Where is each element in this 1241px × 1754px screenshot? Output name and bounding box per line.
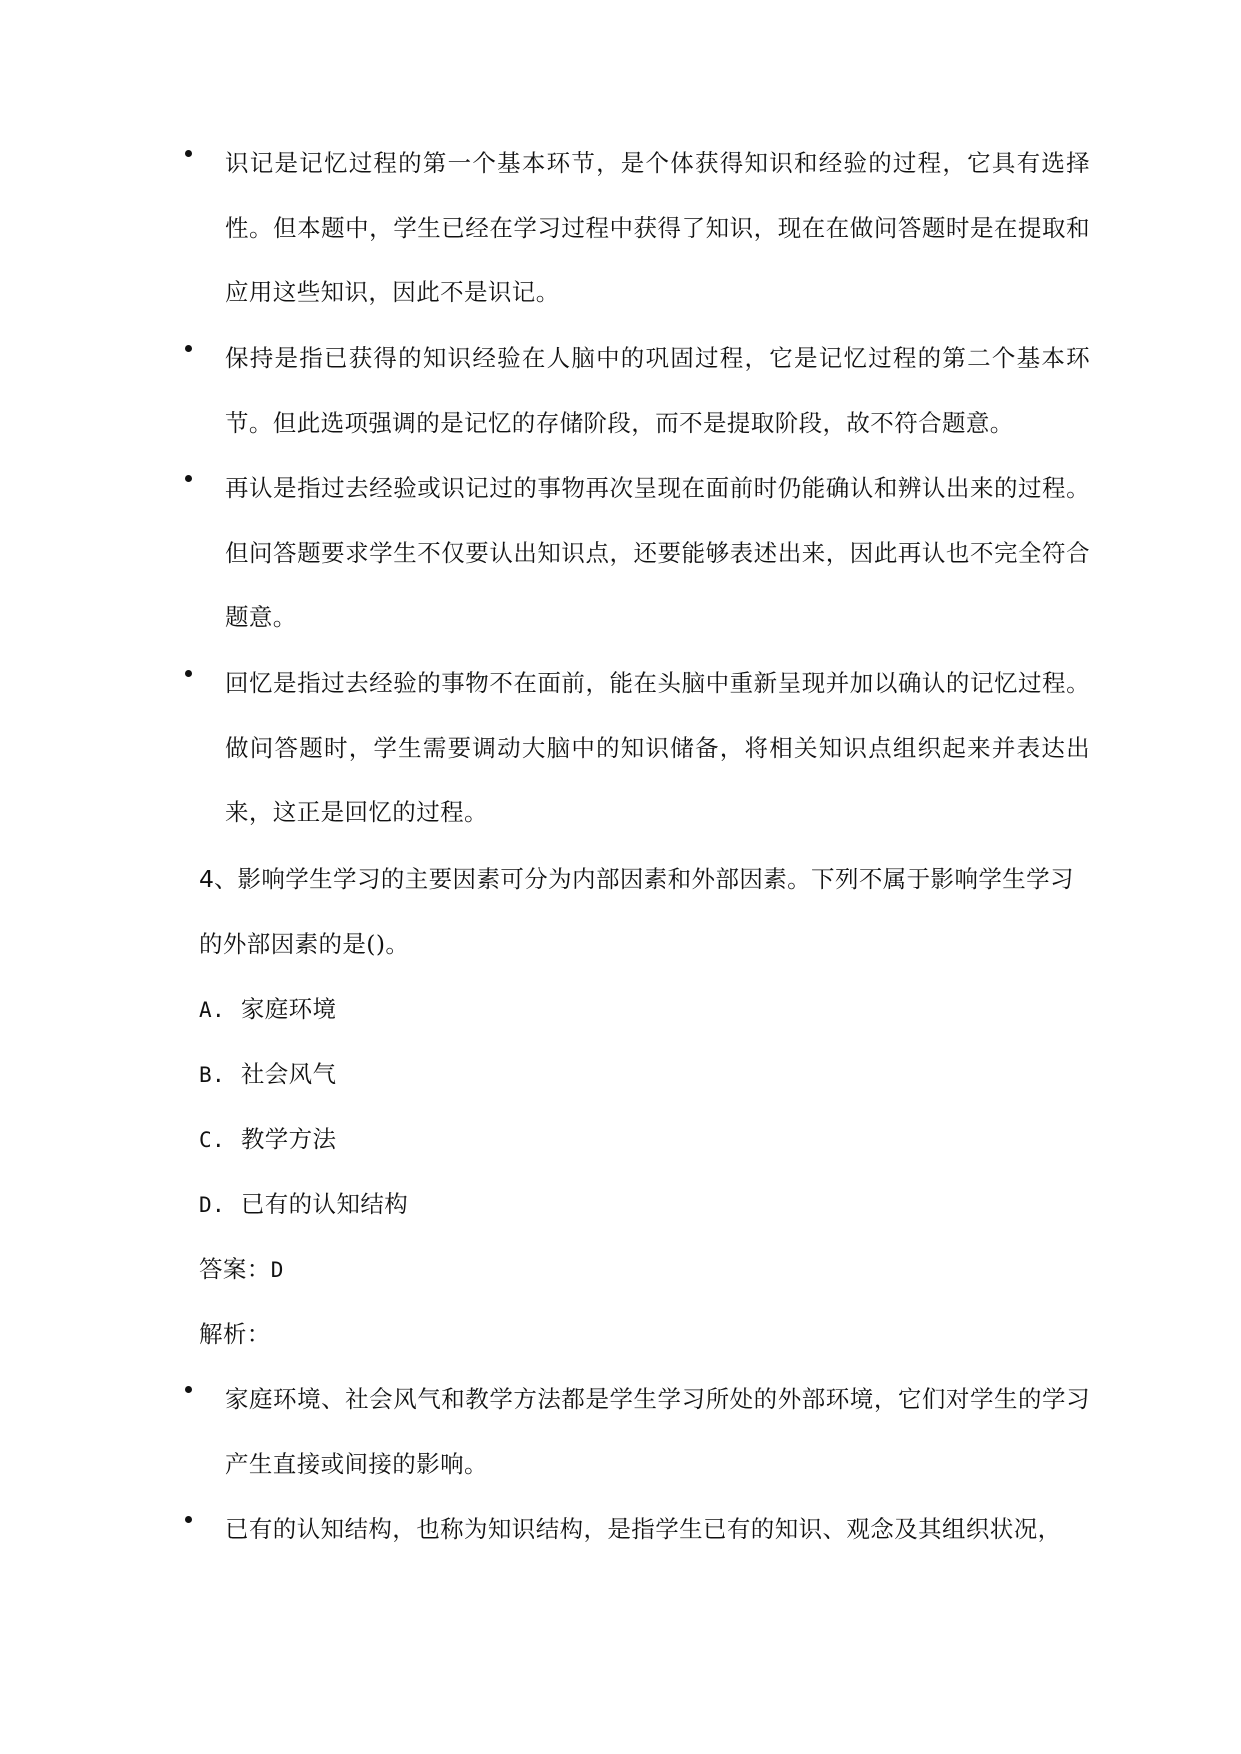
list-item (185, 131, 1090, 325)
option-letter: C. (199, 1128, 226, 1152)
analysis-label: 解析： (199, 1320, 271, 1348)
list-item (185, 456, 1090, 650)
list-item (185, 1367, 1090, 1496)
option-letter: A. (199, 998, 226, 1022)
option-text: 家庭环境 (240, 995, 337, 1023)
option-text: 已有的认知结构 (240, 1190, 409, 1218)
bullet-icon (185, 1516, 192, 1523)
answer-label: 答案： (199, 1255, 271, 1283)
bullet-icon (185, 1386, 192, 1393)
bullet-icon (185, 670, 192, 677)
bullet-icon (185, 150, 192, 157)
option-text: 教学方法 (240, 1125, 337, 1153)
list-item (185, 651, 1090, 845)
answer-value: D (270, 1258, 284, 1282)
bullet-icon (185, 345, 192, 352)
answer-line (199, 1237, 1079, 1303)
analysis-bullet-text: 保持是指已获得的知识经验在人脑中的巩固过程，它是记忆过程的第二个基本环节。但此选项强调的是记忆的存储阶段，而不是提取阶段，故不符合题意。 (225, 344, 1090, 437)
option-letter: B. (199, 1063, 226, 1087)
analysis-bullet-text: 已有的认知结构，也称为知识结构，是指学生已有的知识、观念及其组织状况， (225, 1515, 1062, 1543)
question-text: 影响学生学习的主要因素可分为内部因素和外部因素。下列不属于影响学生学习的外部因素的是()。 (199, 865, 1074, 958)
question-number: 4、 (199, 865, 238, 893)
option-text: 社会风气 (240, 1060, 337, 1088)
option-c (199, 1107, 1079, 1173)
analysis-bullet-text: 识记是记忆过程的第一个基本环节，是个体获得知识和经验的过程，它具有选择性。但本题中，学生已经在学习过程中获得了知识，现在在做问答题时是在提取和应用这些知识，因此不是识记。 (225, 149, 1090, 306)
bullet-icon (185, 475, 192, 482)
list-item (185, 1497, 1090, 1562)
option-letter: D. (199, 1193, 226, 1217)
option-a (199, 977, 1079, 1043)
analysis-bullet-text: 家庭环境、社会风气和教学方法都是学生学习所处的外部环境，它们对学生的学习产生直接或间接的影响。 (225, 1385, 1090, 1478)
list-item (185, 326, 1090, 455)
question-stem (199, 847, 1079, 976)
option-d (199, 1172, 1079, 1238)
option-b (199, 1042, 1079, 1108)
analysis-bullet-text: 回忆是指过去经验的事物不在面前，能在头脑中重新呈现并加以确认的记忆过程。做问答题时，学生需要调动大脑中的知识储备，将相关知识点组织起来并表达出来，这正是回忆的过程。 (225, 669, 1090, 826)
analysis-bullet-text: 再认是指过去经验或识记过的事物再次呈现在面前时仍能确认和辨认出来的过程。但问答题要求学生不仅要认出知识点，还要能够表述出来，因此再认也不完全符合题意。 (225, 474, 1090, 631)
